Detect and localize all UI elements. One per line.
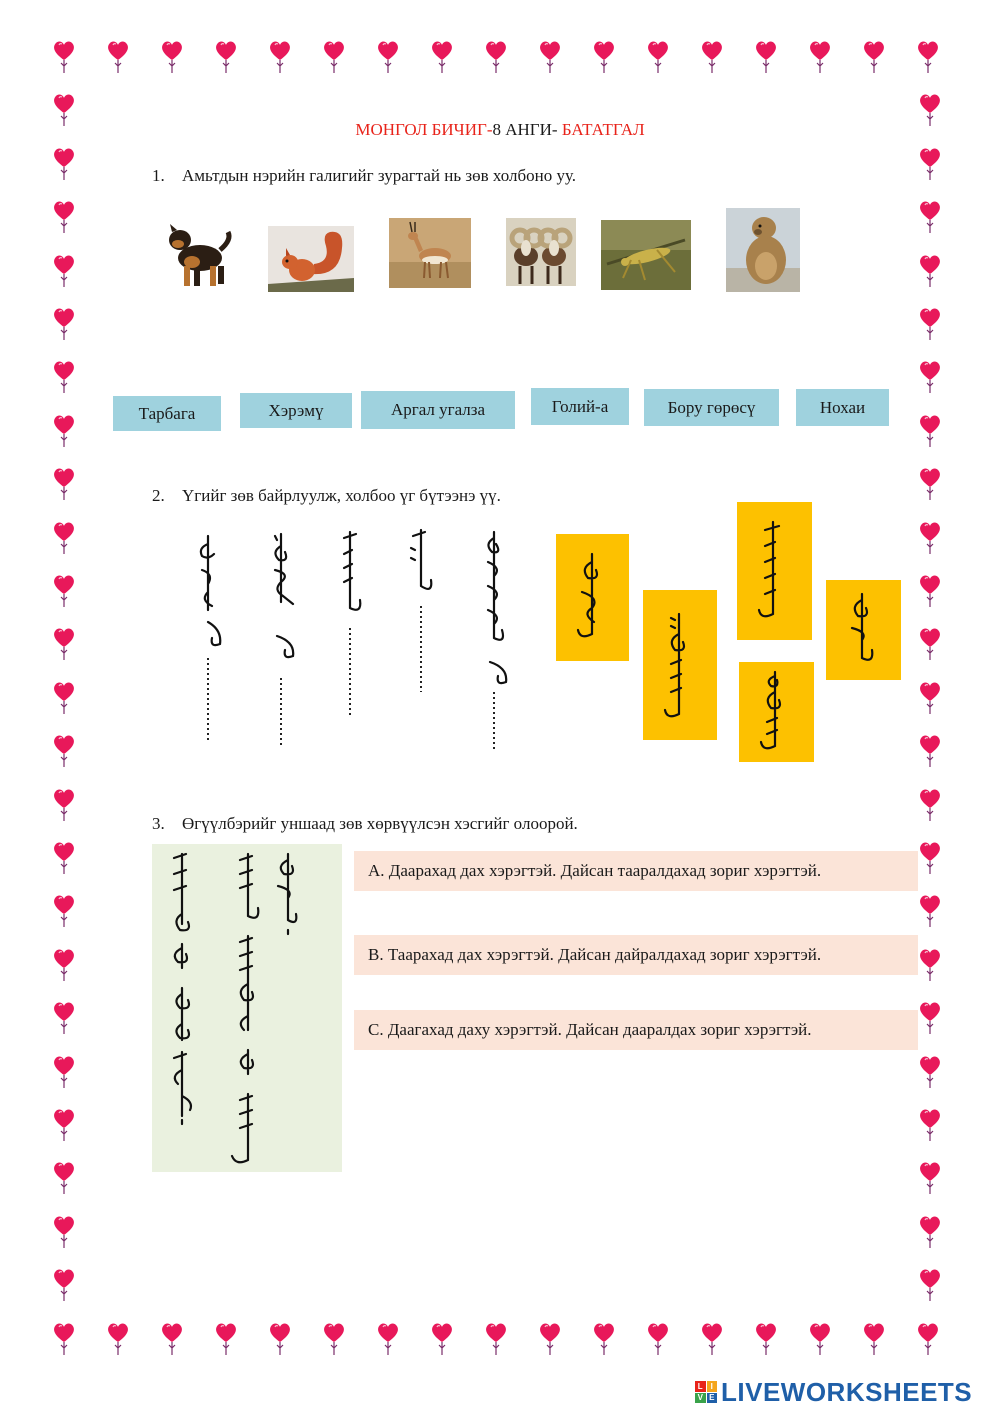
heart-ornament-icon — [52, 467, 76, 501]
gazelle-icon — [389, 218, 471, 288]
heart-ornament-icon — [52, 788, 76, 822]
grasshopper-icon — [601, 220, 691, 290]
heart-ornament-icon — [592, 1322, 616, 1356]
heart-ornament-icon — [918, 1108, 942, 1142]
heart-ornament-icon — [918, 254, 942, 288]
tag-tarbaga[interactable]: Тарбага — [113, 396, 221, 431]
heart-ornament-icon — [376, 1322, 400, 1356]
heart-ornament-icon — [52, 1215, 76, 1249]
mongol-word-column-4 — [405, 526, 451, 694]
tag-goliya[interactable]: Голий-а — [531, 388, 629, 425]
option-c[interactable]: C. Даагахад даху хэрэгтэй. Дайсан дааралдах зориг хэрэгтэй. — [354, 1010, 918, 1050]
word-card-3[interactable] — [737, 502, 812, 640]
heart-ornament-icon — [52, 1001, 76, 1035]
heart-ornament-icon — [918, 147, 942, 181]
heart-ornament-icon — [484, 1322, 508, 1356]
heart-ornament-icon — [918, 1001, 942, 1035]
tag-nokhai[interactable]: Нохаи — [796, 389, 889, 426]
heart-ornament-icon — [52, 1161, 76, 1195]
heart-ornament-icon — [52, 627, 76, 661]
heart-ornament-icon — [592, 40, 616, 74]
heart-ornament-icon — [214, 1322, 238, 1356]
marmot-icon — [726, 208, 800, 292]
squirrel-icon — [268, 226, 354, 292]
question-1: 1. Амьтдын нэрийн галигийг зурагтай нь зөв холбоно уу. — [152, 166, 576, 185]
heart-ornament-icon — [52, 1268, 76, 1302]
mongol-sentence-box — [152, 844, 342, 1172]
page-title: МОНГОЛ БИЧИГ-8 АНГИ- БАТАТГАЛ — [355, 120, 645, 139]
option-a[interactable]: A. Даарахад дах хэрэгтэй. Дайсан тааралдахад зориг хэрэгтэй. — [354, 851, 918, 891]
heart-ornament-icon — [322, 40, 346, 74]
heart-ornament-icon — [52, 681, 76, 715]
heart-ornament-icon — [52, 841, 76, 875]
heart-ornament-icon — [484, 40, 508, 74]
heart-ornament-icon — [918, 1161, 942, 1195]
mongol-word-column-1 — [192, 530, 238, 745]
heart-ornament-icon — [918, 681, 942, 715]
heart-ornament-icon — [808, 40, 832, 74]
heart-ornament-icon — [214, 40, 238, 74]
heart-ornament-icon — [918, 1055, 942, 1089]
heart-ornament-icon — [538, 1322, 562, 1356]
heart-ornament-icon — [918, 841, 942, 875]
heart-ornament-icon — [862, 40, 886, 74]
heart-ornament-icon — [52, 521, 76, 555]
heart-ornament-icon — [916, 40, 940, 74]
heart-ornament-icon — [918, 948, 942, 982]
heart-ornament-icon — [918, 574, 942, 608]
word-card-5[interactable] — [826, 580, 901, 680]
heart-ornament-icon — [808, 1322, 832, 1356]
heart-ornament-icon — [646, 40, 670, 74]
tag-kheremu[interactable]: Хэрэмү — [240, 393, 352, 428]
heart-ornament-icon — [52, 1108, 76, 1142]
heart-ornament-icon — [918, 414, 942, 448]
mongol-word-column-5 — [478, 528, 524, 752]
heart-ornament-icon — [918, 1268, 942, 1302]
heart-ornament-icon — [916, 1322, 940, 1356]
heart-ornament-icon — [376, 40, 400, 74]
heart-ornament-icon — [918, 307, 942, 341]
heart-ornament-icon — [52, 734, 76, 768]
tag-boru-gorosu[interactable]: Бору гөрөсү — [644, 389, 779, 426]
heart-ornament-icon — [754, 40, 778, 74]
heart-ornament-icon — [52, 1055, 76, 1089]
heart-ornament-icon — [52, 414, 76, 448]
heart-ornament-icon — [918, 360, 942, 394]
heart-ornament-icon — [918, 788, 942, 822]
heart-ornament-icon — [52, 40, 76, 74]
heart-ornament-icon — [52, 948, 76, 982]
heart-ornament-icon — [918, 627, 942, 661]
heart-ornament-icon — [918, 894, 942, 928]
heart-ornament-icon — [754, 1322, 778, 1356]
heart-ornament-icon — [918, 467, 942, 501]
heart-ornament-icon — [918, 734, 942, 768]
heart-ornament-icon — [918, 521, 942, 555]
word-card-1[interactable] — [556, 534, 629, 661]
dog-icon — [162, 218, 238, 292]
liveworksheets-logo: L I V E LIVEWORKSHEETS — [695, 1375, 972, 1409]
heart-ornament-icon — [52, 360, 76, 394]
heart-ornament-icon — [646, 1322, 670, 1356]
mongol-word-column-2 — [265, 530, 311, 748]
heart-ornament-icon — [700, 1322, 724, 1356]
heart-ornament-icon — [322, 1322, 346, 1356]
heart-ornament-icon — [106, 1322, 130, 1356]
logo-tile-icon: L I V E — [695, 1381, 717, 1403]
option-b[interactable]: B. Таарахад дах хэрэгтэй. Дайсан дайралдахад зориг хэрэгтэй. — [354, 935, 918, 975]
heart-ornament-icon — [430, 1322, 454, 1356]
heart-ornament-icon — [52, 200, 76, 234]
heart-ornament-icon — [430, 40, 454, 74]
mongol-word-column-3 — [334, 528, 380, 718]
heart-ornament-icon — [160, 1322, 184, 1356]
heart-ornament-icon — [52, 574, 76, 608]
question-2: 2. Үгийг зөв байрлуулж, холбоо үг бүтээнэ үү. — [152, 486, 501, 505]
heart-ornament-icon — [52, 254, 76, 288]
word-card-4[interactable] — [739, 662, 814, 762]
heart-ornament-icon — [268, 1322, 292, 1356]
heart-ornament-icon — [160, 40, 184, 74]
heart-ornament-icon — [862, 1322, 886, 1356]
tag-argal-ugalza[interactable]: Аргал угалза — [361, 391, 515, 429]
heart-ornament-icon — [700, 40, 724, 74]
heart-ornament-icon — [918, 200, 942, 234]
argali-icon — [506, 218, 576, 286]
heart-ornament-icon — [268, 40, 292, 74]
word-card-2[interactable] — [643, 590, 717, 740]
heart-ornament-icon — [52, 894, 76, 928]
heart-ornament-icon — [52, 307, 76, 341]
heart-ornament-icon — [106, 40, 130, 74]
heart-ornament-icon — [918, 1215, 942, 1249]
question-3: 3. Өгүүлбэрийг уншаад зөв хөрвүүлсэн хэсгийг олоорой. — [152, 814, 578, 833]
heart-ornament-icon — [538, 40, 562, 74]
heart-ornament-icon — [52, 147, 76, 181]
heart-ornament-icon — [52, 1322, 76, 1356]
